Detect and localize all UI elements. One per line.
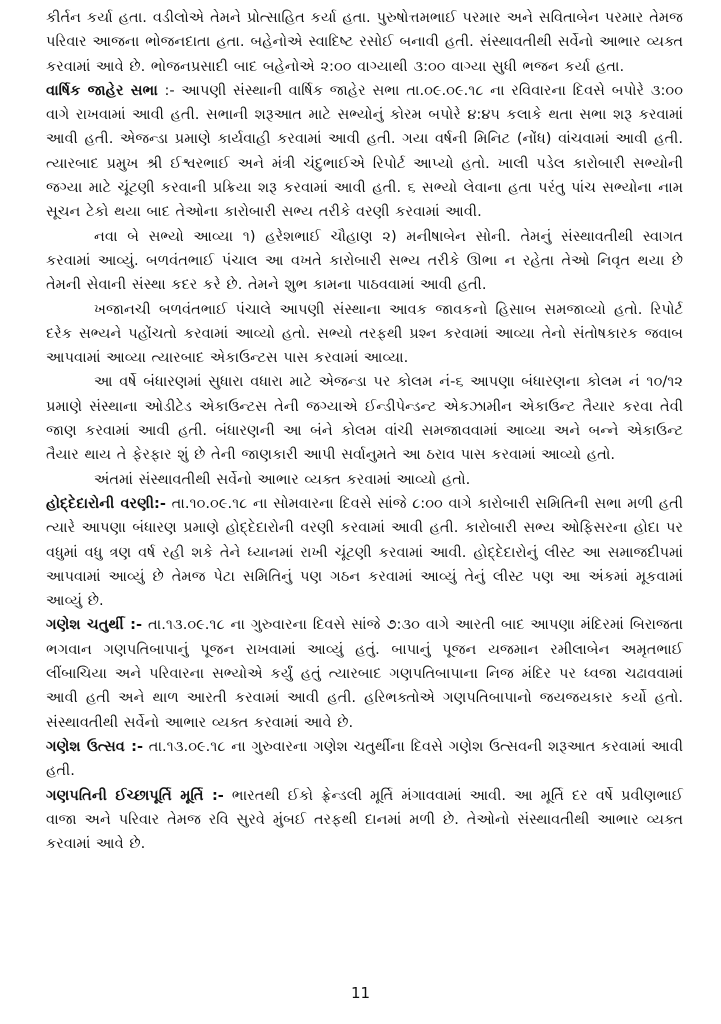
paragraph-text: નવા બે સભ્યો આવ્યા ૧) હરેશભાઈ ચૌહાણ ૨) મનીષાબેન સોની. તેમનું સંસ્થાવતીથી સ્વાગત કરવામાં આવ્યું. બળવંતભાઈ પંચાલ આ વખતે કારોબારી સભ્ય તરીકે ઊભા ન રહેતા તેઓ નિવૃત થયા છે તેમની સેવાની સંસ્થા કદર કરે છે. તેમને શુભ કામના પાઠવવામાં આવી હતી. [46, 227, 683, 294]
section-paragraph [46, 735, 683, 784]
paragraph-text: તા.૧૩.૦૯.૧૮ ના ગુરુવારના દિવસે સાંજે ૭:૩૦ વાગે આરતી બાદ આપણા મંદિરમાં બિરાજતા ભગવાન ગણપતિબાપાનું પૂજન રાખવામાં આવ્યું હતું. બાપાનું પૂજન યજમાન રમીલાબેન અમૃતભાઈ લીંબાચિયા અને પરિવારના સભ્યોએ કર્યું હતું ત્યારબાદ ગણપતિબાપાના નિજ મંદિર પર ધ્વજા ચઢાવવામાં આવી હતી અને થાળ આરતી કરવામાં આવી હતી. હરિભક્તોએ ગણપતિબાપાનો જયજયકાર કર્યો હતો. સંસ્થાવતીથી સર્વેનો આભાર વ્યક્ત કરવામાં આવે છે. [46, 616, 684, 731]
body-paragraph [46, 298, 683, 371]
paragraph-text: તા.૧૩.૦૯.૧૮ ના ગુરુવારના ગણેશ ચતુર્થીના દિવસે ગણેશ ઉત્સવની શરૂઆત કરવામાં આવી હતી. [46, 737, 684, 780]
section-paragraph [46, 492, 683, 613]
body-paragraph [46, 6, 683, 79]
paragraph-text: ખજાનચી બળવંતભાઈ પંચાલે આપણી સંસ્થાના આવક જાવકનો હિસાબ સમજાવ્યો હતો. રિપોર્ટ દરેક સભ્યને પહોંચતો કરવામાં આવ્યો હતો. સભ્યો તરફથી પ્રશ્ન કરવામાં આવ્યા તેનો સંતોષકારક જવાબ આપવામાં આવ્યા ત્યારબાદ એકાઉન્ટસ પાસ કરવામાં આવ્યા. [46, 300, 683, 367]
section-paragraph [46, 79, 683, 225]
section-heading: ગણેશ ચતુર્થી :- [46, 616, 143, 634]
section-heading: હોદ્દેદારોની વરણી:- [46, 494, 166, 512]
body-paragraph [46, 225, 683, 298]
paragraph-text: આ વર્ષે બંધારણમાં સુધારા વધારા માટે એજન્ડા પર કોલમ નં-૬ આપણા બંધારણના કોલમ નં ૧૦/૧૨ પ્રમાણે સંસ્થાના ઓડીટેડ એકાઉન્ટસ તેની જગ્યાએ ઈન્ડીપેન્ડન્ટ એકઝામીન એકાઉન્ટ તૈયાર કરવા તેવી જાણ કરવામાં આવી હતી. બંધારણની આ બંને કોલમ વાંચી સમજાવવામાં આવ્યા અને બન્ને એકાઉન્ટ તૈયાર થાય તે ફેરફાર શું છે તેની જાણકારી આપી સર્વાનુમતે આ ઠરાવ પાસ કરવામાં આવ્યો હતો. [46, 373, 683, 464]
paragraph-text: તા.૧૦.૦૯.૧૮ ના સોમવારના દિવસે સાંજે ૮:૦૦ વાગે કારોબારી સમિતિની સભા મળી હતી ત્યારે આપણા બંધારણ પ્રમાણે હોદ્દેદારોની વરણી કરવામાં આવી હતી. કારોબારી સભ્ય ઓફિસરના હોદા પર વધુમાં વધુ ત્રણ વર્ષ રહી શકે તેને ધ્યાનમાં રાખી ચૂંટણી કરવામાં આવી. હોદ્દેદારોનું લીસ્ટ આ સમાજદીપમાં આપવામાં આવ્યું છે તેમજ પેટા સમિતિનું પણ ગઠન કરવામાં આવ્યું તેનું લીસ્ટ પણ આ અંકમાં મૂકવામાં આવ્યું છે. [46, 494, 683, 610]
body-paragraph [46, 468, 683, 492]
body-paragraph [46, 370, 683, 467]
section-heading: ગણેશ ઉત્સવ :- [46, 737, 144, 755]
paragraph-text: :- આપણી સંસ્થાની વાર્ષિક જાહેર સભા તા.૦૯.૦૯.૧૮ ના રવિવારના દિવસે બપોરે ૩:૦૦ વાગે રાખવામાં આવી હતી. સભાની શરૂઆત માટે સભ્યોનું કોરમ બપોરે ૪:૪૫ કલાકે થતા સભા શરૂ કરવામાં આવી હતી. એજન્ડા પ્રમાણે કાર્યવાહી કરવામાં આવી હતી. ગયા વર્ષની મિનિટ (નોંધ) વાંચવામાં આવી હતી. ત્યારબાદ પ્રમુખ શ્રી ઈશ્વરભાઈ અને મંત્રી ચંદુભાઈએ રિપોર્ટ આપ્યો હતો. ખાલી પડેલ કારોબારી સભ્યોની જગ્યા માટે ચૂંટણી કરવાની પ્રક્રિયા શરૂ કરવામાં આવી હતી. ૬ સભ્યો લેવાના હતા પરંતુ પાંચ સભ્યોના નામ સૂચન ટેકો થયા બાદ તેઓના કારોબારી સભ્ય તરીકે વરણી કરવામાં આવી. [46, 81, 683, 221]
paragraph-text: અંતમાં સંસ્થાવતીથી સર્વેનો આભાર વ્યક્ત કરવામાં આવ્યો હતો. [94, 470, 471, 488]
section-paragraph [46, 613, 683, 734]
section-heading: વાર્ષિક જાહેર સભા [46, 81, 158, 99]
paragraph-text: ભારતથી ઈકો ફ્રેન્ડલી મૂર્તિ મંગાવવામાં આવી. આ મૂર્તિ દર વર્ષે પ્રવીણભાઈ વાજા અને પરિવાર તેમજ રવિ સુરવે મુંબઈ તરફથી દાનમાં મળી છે. તેઓનો સંસ્થાવતીથી આભાર વ્યક્ત કરવામાં આવે છે. [46, 786, 683, 853]
article-body [46, 6, 683, 856]
paragraph-text: કીર્તન કર્યા હતા. વડીલોએ તેમને પ્રોત્સાહિત કર્યા હતા. પુરુષોત્તમભાઈ પરમાર અને સવિતાબેન પરમાર તેમજ પરિવાર આજના ભોજનદાતા હતા. બહેનોએ સ્વાદિષ્ટ રસોઈ બનાવી હતી. સંસ્થાવતીથી સર્વેનો આભાર વ્યક્ત કરવામાં આવે છે. ભોજનપ્રસાદી બાદ બહેનોએ ૨:૦૦ વાગ્યાથી ૩:૦૦ વાગ્યા સુધી ભજન કર્યા હતા. [46, 9, 683, 75]
section-paragraph [46, 784, 683, 857]
section-heading: ગણપતિની ઈચ્છાપૂર્તિ મૂર્તિ :- [46, 786, 224, 804]
page-number: 11 [350, 984, 371, 1002]
